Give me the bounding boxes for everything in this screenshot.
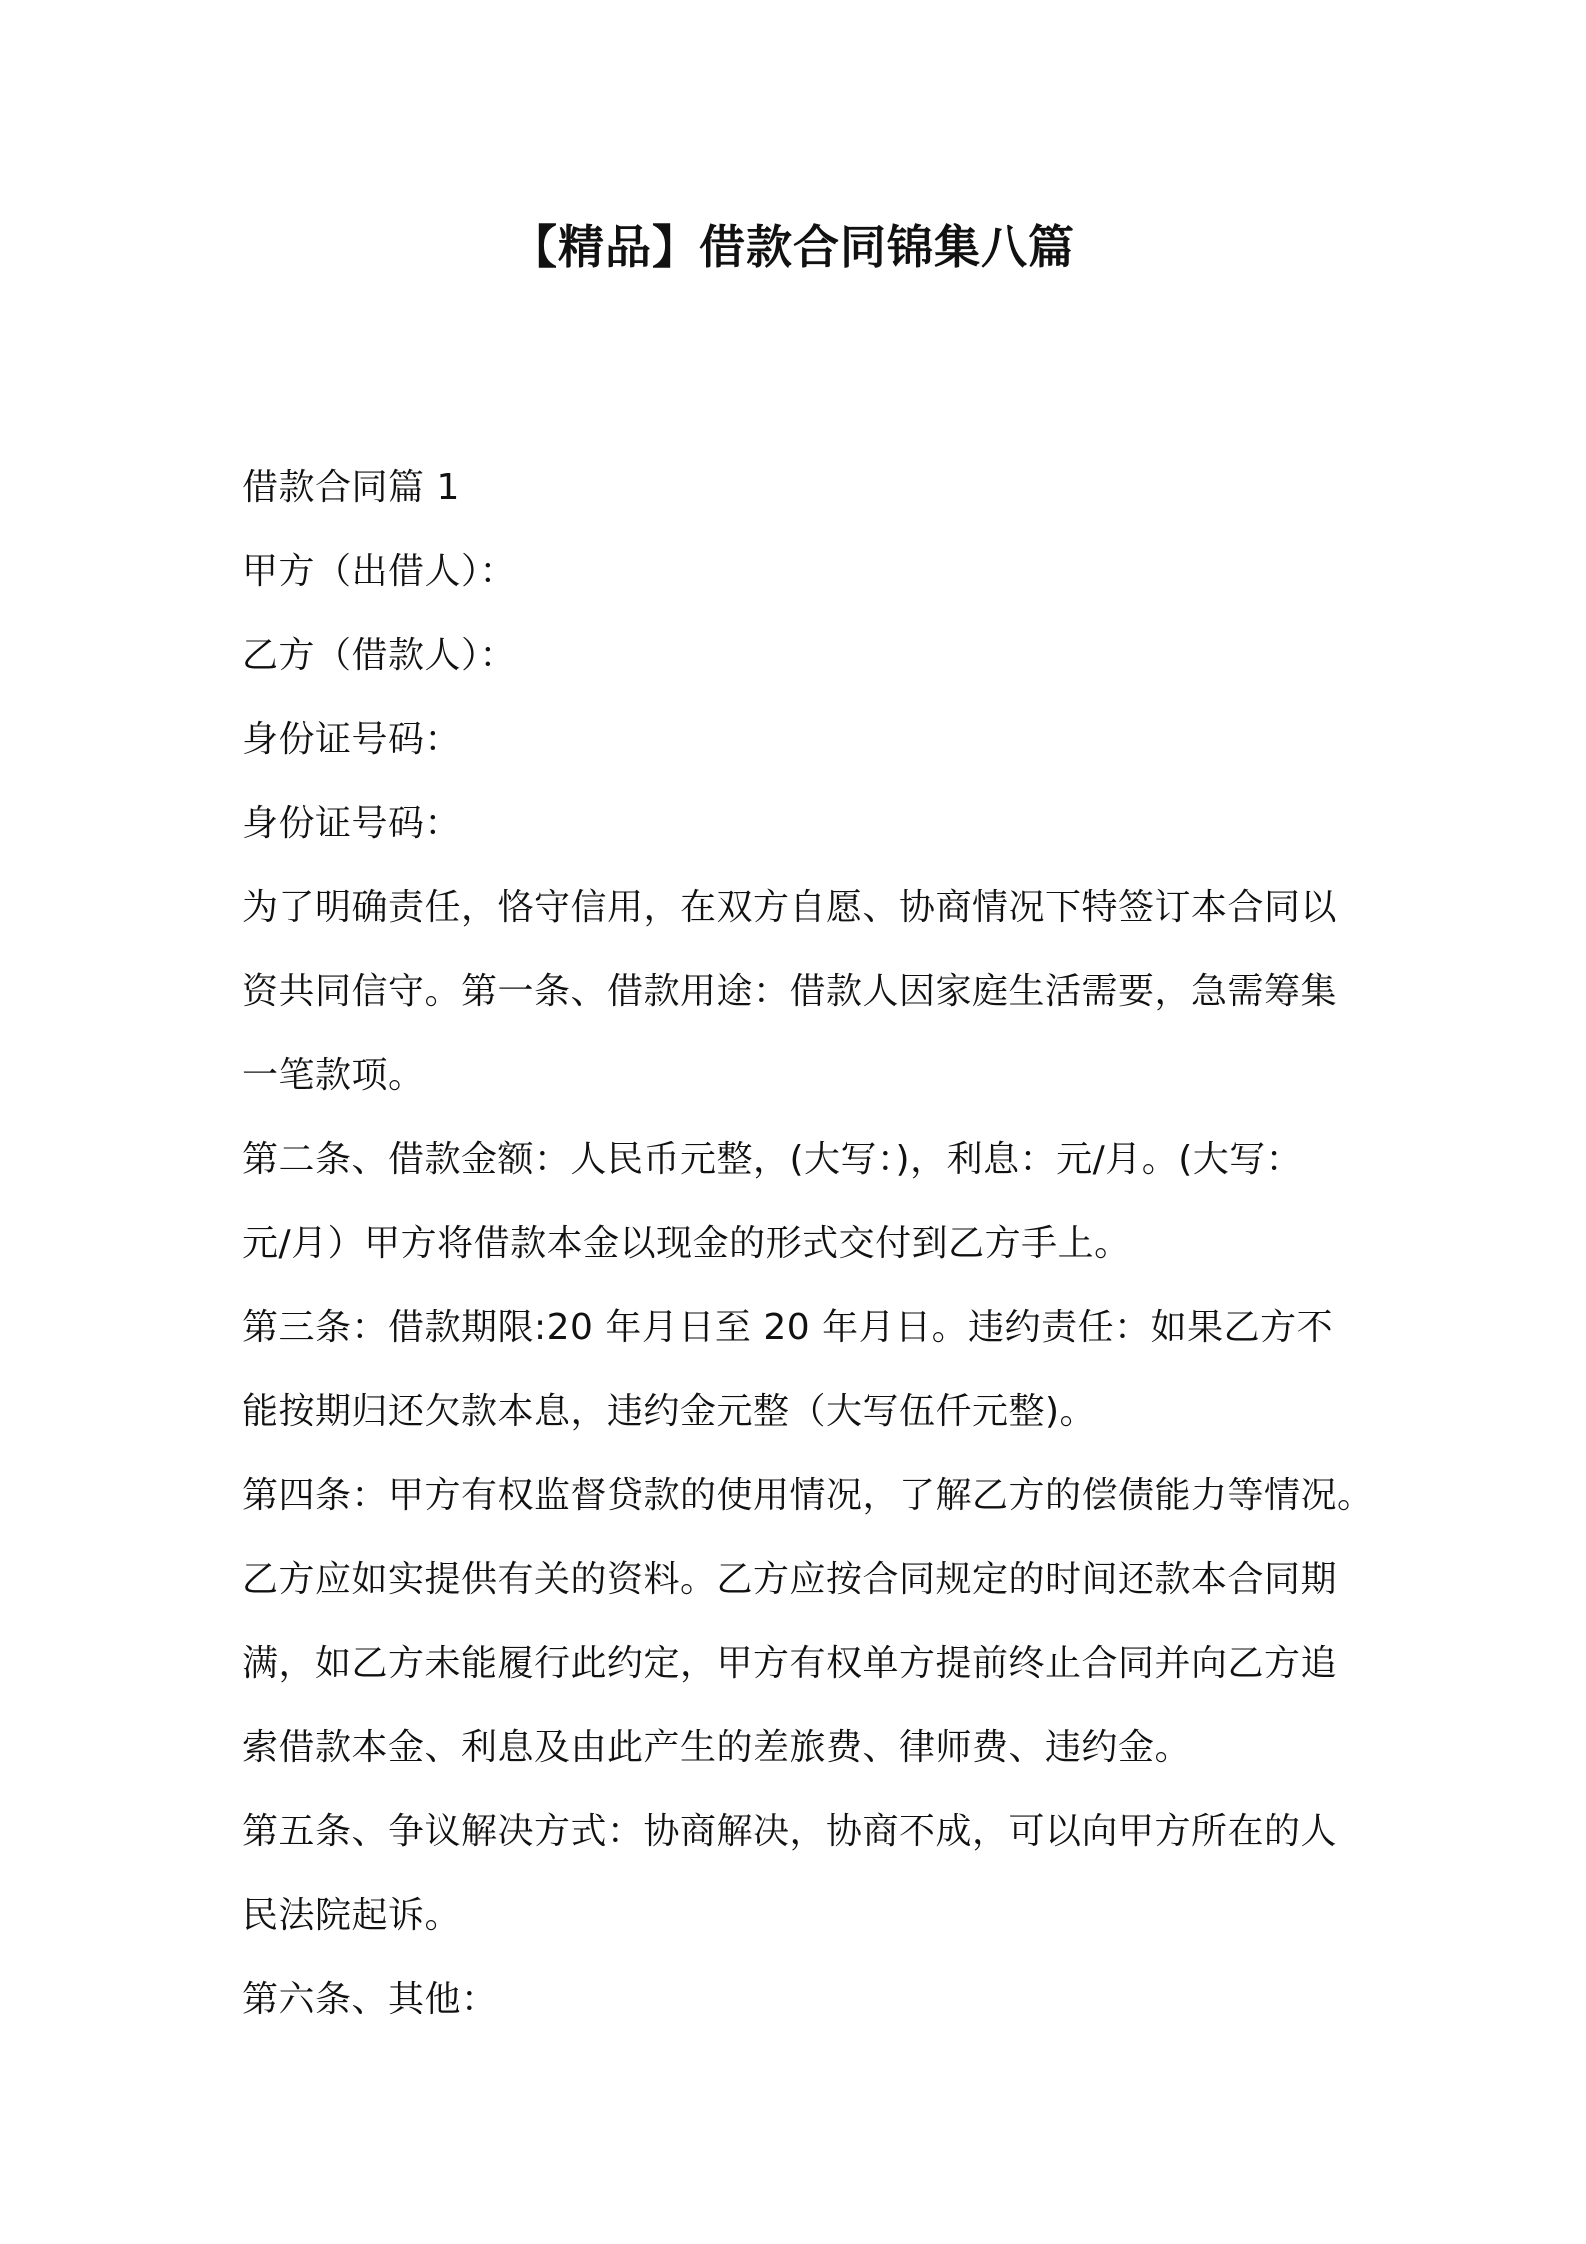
body-text-line: 第六条、其他： — [242, 1979, 498, 2020]
lender-field: 甲方（出借人）： — [242, 551, 517, 592]
borrower-field: 乙方（借款人）： — [242, 635, 517, 676]
body-text-line: 索借款本金、利息及由此产生的差旅费、律师费、违约金。 — [242, 1727, 1192, 1768]
body-text-line: 一笔款项。 — [242, 1055, 425, 1096]
body-text-line: 第五条、争议解决方式：协商解决，协商不成，可以向甲方所在的人 — [242, 1811, 1338, 1852]
body-text-line: 第四条：甲方有权监督贷款的使用情况，了解乙方的偿债能力等情况。 — [242, 1475, 1374, 1516]
body-text-line: 能按期归还欠款本息，违约金元整（大写伍仟元整)。 — [242, 1391, 1097, 1432]
body-text-line: 满，如乙方未能履行此约定，甲方有权单方提前终止合同并向乙方追 — [242, 1643, 1338, 1684]
body-text-line: 民法院起诉。 — [242, 1895, 462, 1936]
body-text-line: 第三条：借款期限:20 年月日至 20 年月日。违约责任：如果乙方不 — [242, 1307, 1334, 1348]
body-text-line: 第二条、借款金额：人民币元整，(大写：)，利息：元/月。(大写： — [242, 1139, 1303, 1180]
section-heading: 借款合同篇 1 — [242, 467, 460, 508]
body-text-line: 资共同信守。第一条、借款用途：借款人因家庭生活需要，急需筹集 — [242, 971, 1338, 1012]
document-title: 【精品】借款合同锦集八篇 — [511, 220, 1075, 274]
id-number-field: 身份证号码： — [242, 719, 462, 760]
id-number-field: 身份证号码： — [242, 803, 462, 844]
body-text-line: 元/月）甲方将借款本金以现金的形式交付到乙方手上。 — [242, 1223, 1131, 1264]
body-text-line: 为了明确责任，恪守信用，在双方自愿、协商情况下特签订本合同以 — [242, 887, 1338, 928]
body-text-line: 乙方应如实提供有关的资料。乙方应按合同规定的时间还款本合同期 — [242, 1559, 1338, 1600]
document-body — [242, 446, 1374, 2042]
